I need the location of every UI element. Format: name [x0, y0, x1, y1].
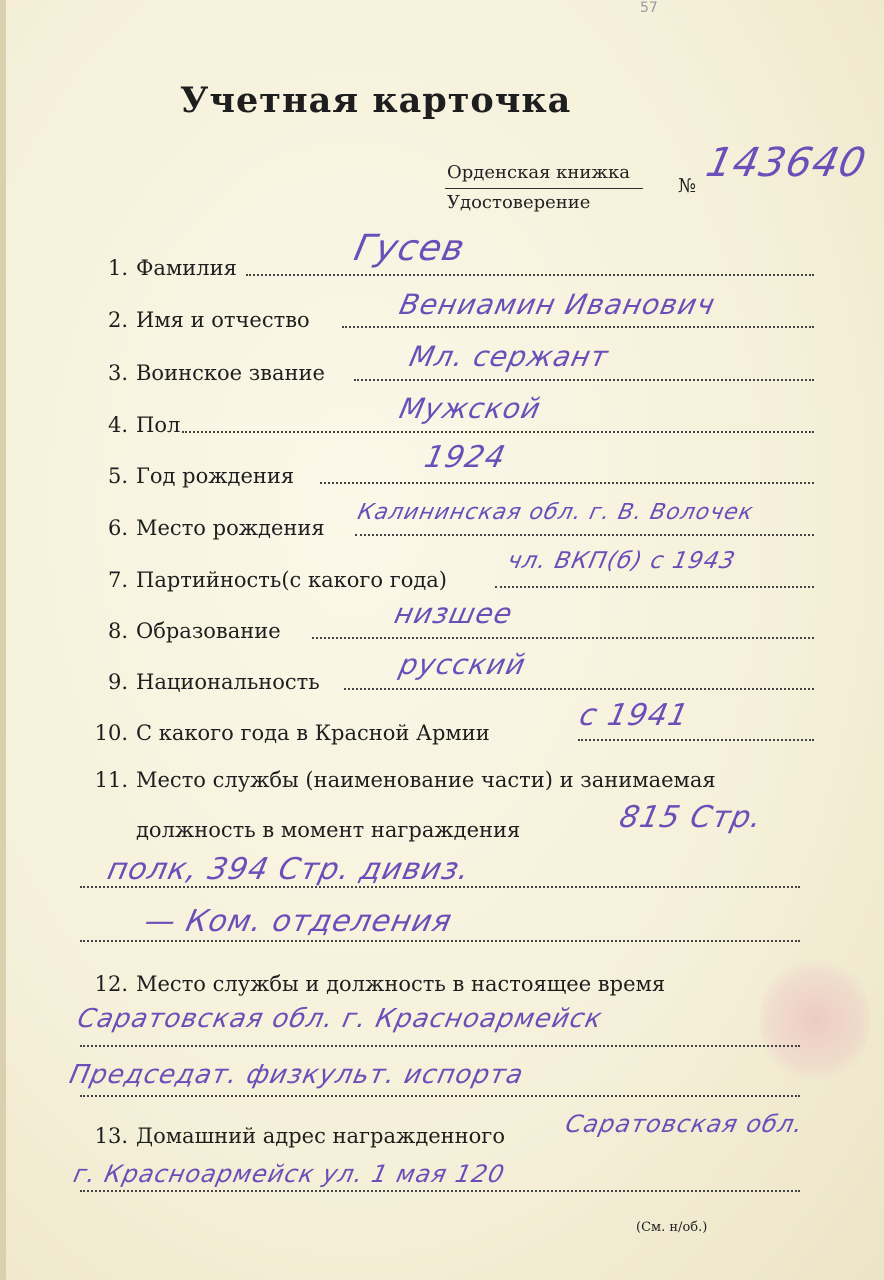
nationality-value: русский: [396, 648, 529, 681]
service-unit-value-2: полк, 394 Стр. дивиз.: [104, 852, 474, 887]
certificate-label: Удостоверение: [447, 192, 591, 213]
sex-value: Мужской: [396, 392, 545, 425]
field-number: 7.: [107, 568, 128, 592]
field-11-label-line2: должность в момент награждения: [136, 818, 521, 842]
field-label: Партийность(с какого года): [136, 568, 447, 592]
footnote: (См. н/об.): [636, 1220, 708, 1235]
field-label: Пол: [136, 413, 181, 437]
field-label: Воинское звание: [136, 361, 325, 385]
service-unit-value-1: 815 Стр.: [616, 800, 766, 835]
pencil-page-number: 57: [640, 0, 658, 16]
field-label: Место рождения: [136, 516, 325, 540]
dotted-line: [320, 482, 814, 484]
card-title: Учетная карточка: [180, 80, 572, 121]
dotted-line: [355, 534, 814, 536]
party-value: чл. ВКП(б) с 1943: [505, 548, 739, 574]
field-number: 12.: [94, 972, 128, 996]
order-book-underline: [445, 188, 643, 189]
education-value: низшее: [391, 597, 516, 630]
name-value: Вениамин Иванович: [396, 288, 719, 321]
field-number: 2.: [107, 308, 128, 332]
dotted-line: [80, 1190, 800, 1192]
field-label: Место службы и должность в настоящее время: [136, 972, 666, 996]
field-number: 3.: [107, 361, 128, 385]
home-address-value-1: Саратовская обл.: [563, 1110, 807, 1138]
field-number: 13.: [94, 1124, 128, 1148]
field-number: 10.: [94, 721, 128, 745]
dotted-line: [182, 431, 814, 433]
field-13-label: [80, 1124, 505, 1148]
field-label: С какого года в Красной Армии: [136, 721, 490, 745]
field-number: 8.: [107, 619, 128, 643]
dotted-line: [80, 1045, 800, 1047]
army-since-value: с 1941: [576, 698, 693, 733]
field-11-label-line1: [80, 768, 716, 792]
field-label: Имя и отчество: [136, 308, 310, 332]
dotted-line: [495, 586, 814, 588]
field-army-since: [80, 715, 814, 745]
number-sign: №: [678, 175, 696, 197]
dotted-line: [578, 739, 814, 741]
birthplace-value: Калининская обл. г. В. Волочек: [355, 500, 756, 525]
home-address-value-2: г. Красноармейск ул. 1 мая 120: [71, 1160, 508, 1188]
field-12-label: [80, 972, 665, 996]
field-label: Образование: [136, 619, 281, 643]
dotted-line: [312, 637, 814, 639]
card-number: 143640: [702, 140, 871, 186]
dotted-line: [354, 379, 814, 381]
field-number: 4.: [107, 413, 128, 437]
surname-value: Гусев: [350, 228, 469, 269]
current-service-value-2: Председат. физкульт. испорта: [66, 1060, 527, 1090]
stamp-mark: [760, 955, 870, 1085]
paper-edge: [0, 0, 6, 1280]
rank-value: Мл. сержант: [406, 340, 612, 373]
dotted-line: [80, 1095, 800, 1097]
field-number: 6.: [107, 516, 128, 540]
field-number: 5.: [107, 464, 128, 488]
field-number: 9.: [107, 670, 128, 694]
field-label: Национальность: [136, 670, 320, 694]
order-book-label: Орденская книжка: [447, 162, 630, 183]
field-label: Место службы (наименование части) и занимаемая: [136, 768, 716, 792]
service-position-value: — Ком. отделения: [141, 904, 456, 939]
field-label: Год рождения: [136, 464, 295, 488]
field-number: 11.: [94, 768, 128, 792]
current-service-value-1: Саратовская обл. г. Красноармейск: [74, 1004, 606, 1034]
field-number: 1.: [107, 256, 128, 280]
dotted-line: [344, 688, 814, 690]
dotted-line: [80, 940, 800, 942]
dotted-line: [342, 326, 814, 328]
field-label: Домашний адрес награжденного: [136, 1124, 505, 1148]
birth-year-value: 1924: [421, 440, 510, 475]
dotted-line: [246, 274, 814, 276]
field-label: Фамилия: [136, 256, 237, 280]
